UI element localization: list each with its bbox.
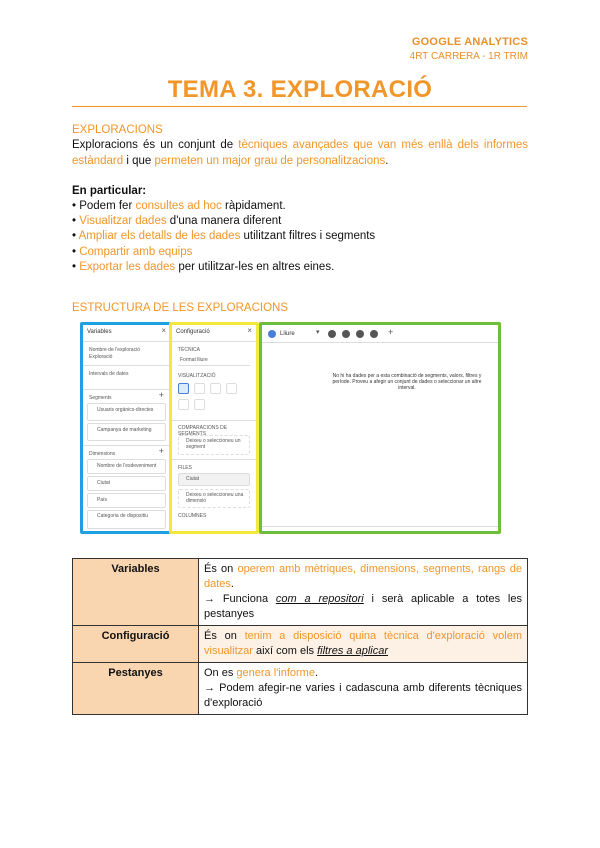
close-icon: × xyxy=(161,326,166,335)
vars-item: Usuaris orgànics-directes xyxy=(97,407,154,413)
header-term: 4RT CARRERA - 1R TRIM xyxy=(409,51,528,62)
list-item: • Podem fer consultes ad hoc ràpidament. xyxy=(72,200,286,212)
conf-item: Deixeu o seleccioneu una dimensió xyxy=(186,492,244,504)
title-divider xyxy=(72,106,527,107)
undo-icon xyxy=(328,330,336,338)
vars-item: Nombre de l'exploració xyxy=(89,347,140,353)
variables-panel-screenshot xyxy=(80,322,173,534)
configuration-panel-title: Configuració xyxy=(176,329,210,335)
add-segment-icon: + xyxy=(158,390,164,400)
conf-item: Deixeu o seleccioneu un segment xyxy=(186,438,241,450)
list-item: • Ampliar els detalls de les dades utilitzant filtres i segments xyxy=(72,230,376,243)
particular-heading: En particular: xyxy=(72,185,147,197)
add-dimension-icon: + xyxy=(158,446,164,456)
table-row xyxy=(73,559,528,626)
tab-name: Lliure xyxy=(280,331,295,337)
table-row xyxy=(73,626,528,663)
list-item: • Visualitzar dades d'una manera diferent xyxy=(72,215,282,228)
close-icon: × xyxy=(247,326,252,335)
vars-item: Exploració xyxy=(89,354,113,360)
variables-panel-title: Variables xyxy=(87,329,112,335)
list-item: • Exportar les dades per utilitzar-les en altres eines. xyxy=(72,260,335,273)
row-key: Variables xyxy=(73,559,199,626)
vars-item: Campanya de marketing xyxy=(97,427,152,433)
section-heading-estructura: ESTRUCTURA DE LES EXPLORACIONS xyxy=(72,302,288,314)
feature-list xyxy=(72,199,375,275)
conf-item: COMPARACIONS DE SEGMENTS xyxy=(178,425,228,437)
list-item: • Compartir amb equips xyxy=(72,245,193,258)
vars-item: Dimensions xyxy=(89,451,116,457)
row-description: On es genera l'informe. → Podem afegir-ne varies i cadascuna amb diferents tècniques d'exploració xyxy=(199,663,528,715)
row-key: Pestanyes xyxy=(73,663,199,715)
vars-item: Nombre de l'esdeveniment xyxy=(97,463,157,469)
chevron-down-icon: ▾ xyxy=(316,329,320,336)
vars-item: Categoria de dispositiu xyxy=(97,513,148,519)
conf-item: TÈCNICA xyxy=(178,347,200,353)
conf-item: Ciutat xyxy=(186,476,200,482)
conf-item: VISUALITZACIÓ xyxy=(178,373,216,379)
page-title: TEMA 3. EXPLORACIÓ xyxy=(167,76,433,103)
row-description: És on operem amb mètriques, dimensions, segments, rangs de dates. → Funciona com a repositori i serà aplicable a totes les pestanyes xyxy=(199,559,528,626)
vars-item: País xyxy=(97,497,108,503)
header-course: GOOGLE ANALYTICS xyxy=(411,36,528,48)
add-tab-icon: + xyxy=(388,327,394,337)
redo-icon xyxy=(342,330,350,338)
conf-item: Format lliure xyxy=(180,357,208,363)
vars-item: Segments xyxy=(89,395,112,401)
row-key: Configuració xyxy=(73,626,199,663)
configuration-panel-screenshot xyxy=(169,322,259,534)
tab-technique-icon xyxy=(268,330,276,338)
download-icon xyxy=(356,330,364,338)
conf-item: FILES xyxy=(178,465,192,471)
structure-table xyxy=(72,558,528,715)
vars-item: Intervals de dates xyxy=(89,371,129,377)
share-icon xyxy=(370,330,378,338)
tabs-canvas-screenshot xyxy=(259,322,501,534)
section-heading-exploracions: EXPLORACIONS xyxy=(72,124,163,136)
vars-item: Ciutat xyxy=(97,480,111,486)
row-description: És on tenim a disposició quina tècnica d'exploració volem visualitzar així com els filtres a aplicar xyxy=(199,626,528,663)
table-row xyxy=(73,663,528,715)
conf-item: COLUMNES xyxy=(178,513,207,519)
intro-paragraph: Exploracions és un conjunt de tècniques avançades que van més enllà dels informes estàndard i que permeten un major grau de personalitzacions. xyxy=(72,139,528,167)
no-data-message: No hi ha dades per a esta combinació de segments, valors, filtres y període. Proveu a afegir un conjunt de dades o seleccionar un altre interval. xyxy=(332,373,482,391)
